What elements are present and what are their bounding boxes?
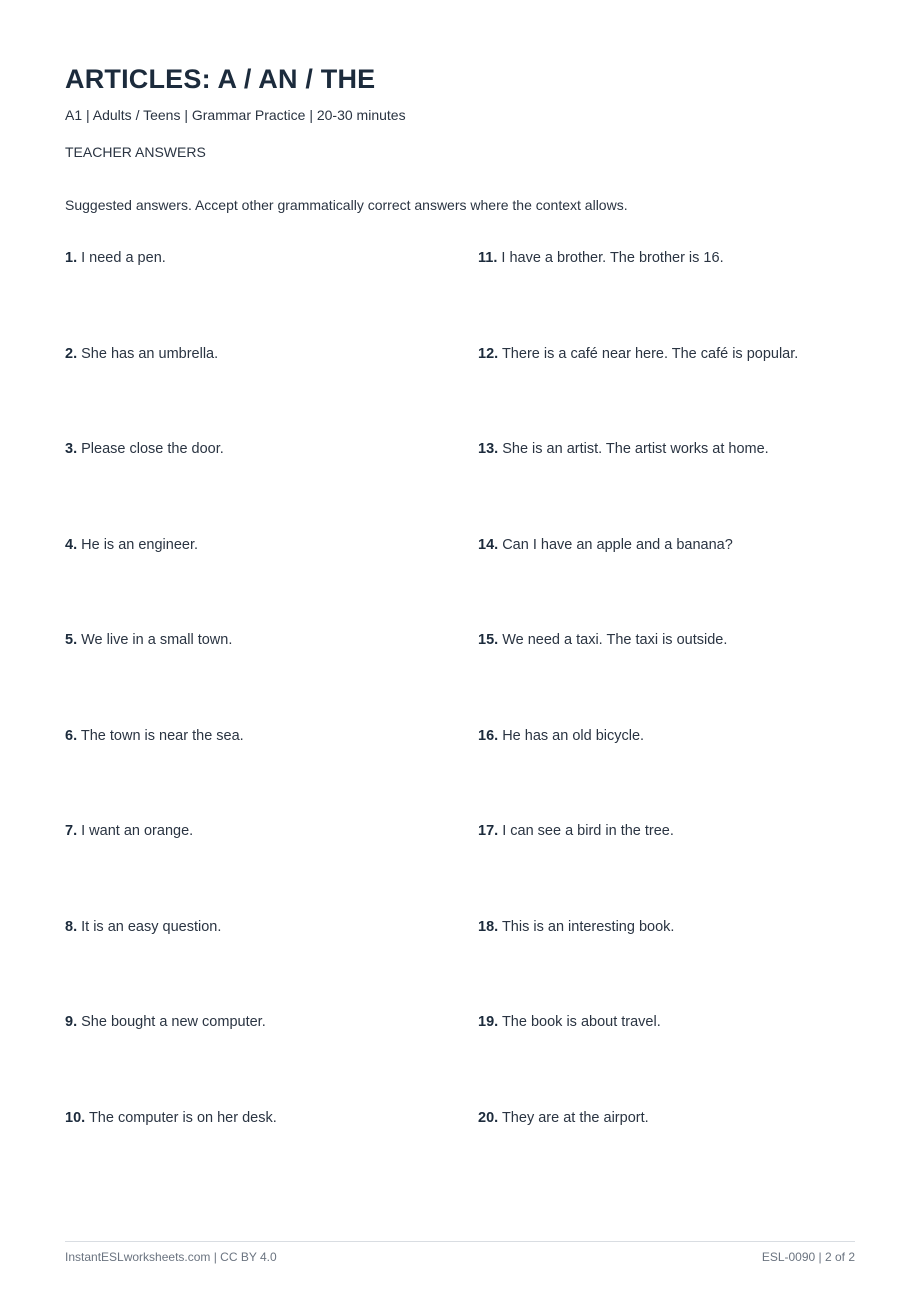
answer-text: He has an old bicycle. [502, 727, 645, 744]
answer-number: 18. [478, 918, 499, 935]
page-title: ARTICLES: A / AN / THE [65, 64, 376, 94]
answer-number: 19. [478, 1014, 499, 1030]
answer-text: They are at the airport. [501, 1109, 649, 1126]
section-label: TEACHER ANSWERS [65, 144, 206, 160]
answer-item [65, 440, 478, 536]
answer-text: I can see a bird in the tree. [502, 823, 674, 839]
answer-number: 6. [65, 727, 78, 744]
answer-item [65, 249, 478, 345]
answer-item [478, 536, 855, 632]
answer-item [65, 631, 478, 727]
answer-text: She bought a new computer. [81, 1014, 266, 1030]
footer-credit: InstantESLworksheets.com | CC BY 4.0 [65, 1250, 277, 1264]
answer-text: There is a café near here. The café is popular. [501, 345, 799, 362]
answer-number: 17. [478, 823, 499, 839]
answer-number: 5. [65, 632, 78, 648]
footer-page-info: ESL-0090 | 2 of 2 [761, 1250, 855, 1264]
answer-item [478, 1013, 855, 1109]
answer-number: 1. [65, 250, 78, 266]
answer-text: We live in a small town. [81, 632, 233, 648]
answer-number: 3. [65, 441, 78, 457]
answer-text: We need a taxi. The taxi is outside. [502, 632, 728, 648]
answer-number: 2. [65, 345, 78, 362]
answer-item [65, 822, 478, 918]
answer-number: 10. [65, 1109, 86, 1126]
answer-item [478, 918, 855, 1014]
answer-number: 13. [478, 441, 499, 457]
answer-text: I have a brother. The brother is 16. [501, 250, 724, 266]
answer-list [65, 249, 855, 1204]
answer-item [478, 822, 855, 918]
answer-text: Please close the door. [81, 441, 224, 457]
answer-number: 12. [478, 345, 499, 362]
answer-text: The book is about travel. [501, 1014, 661, 1030]
instructions-text: Suggested answers. Accept other grammatically correct answers where the context allows. [65, 197, 628, 213]
worksheet-meta: A1 | Adults / Teens | Grammar Practice | 20-30 minutes [65, 107, 406, 123]
answer-item [65, 345, 478, 441]
answer-item [65, 536, 478, 632]
answer-item [478, 1109, 855, 1205]
answer-number: 9. [65, 1014, 78, 1030]
answer-number: 15. [478, 632, 499, 648]
answer-text: He is an engineer. [81, 536, 199, 553]
answer-item [65, 1109, 478, 1205]
answer-number: 20. [478, 1109, 499, 1126]
answer-item [478, 440, 855, 536]
answer-item [478, 345, 855, 441]
answer-number: 11. [478, 250, 498, 266]
answer-item [478, 727, 855, 823]
answer-item [478, 249, 855, 345]
answer-item [65, 1013, 478, 1109]
answer-number: 8. [65, 918, 78, 935]
answer-number: 7. [65, 823, 78, 839]
answer-text: Can I have an apple and a banana? [502, 536, 733, 553]
answer-text: I need a pen. [81, 250, 166, 266]
answer-item [478, 631, 855, 727]
answer-text: This is an interesting book. [501, 918, 675, 935]
answer-text: It is an easy question. [81, 918, 222, 935]
answer-number: 14. [478, 536, 499, 553]
answer-text: I want an orange. [81, 823, 194, 839]
answer-number: 16. [478, 727, 499, 744]
answer-item [65, 918, 478, 1014]
answer-number: 4. [65, 536, 78, 553]
footer-divider [65, 1241, 855, 1242]
answer-item [65, 727, 478, 823]
answer-text: The computer is on her desk. [88, 1109, 277, 1126]
answer-text: She has an umbrella. [81, 345, 219, 362]
answer-text: She is an artist. The artist works at home. [502, 441, 769, 457]
answer-text: The town is near the sea. [80, 727, 244, 744]
